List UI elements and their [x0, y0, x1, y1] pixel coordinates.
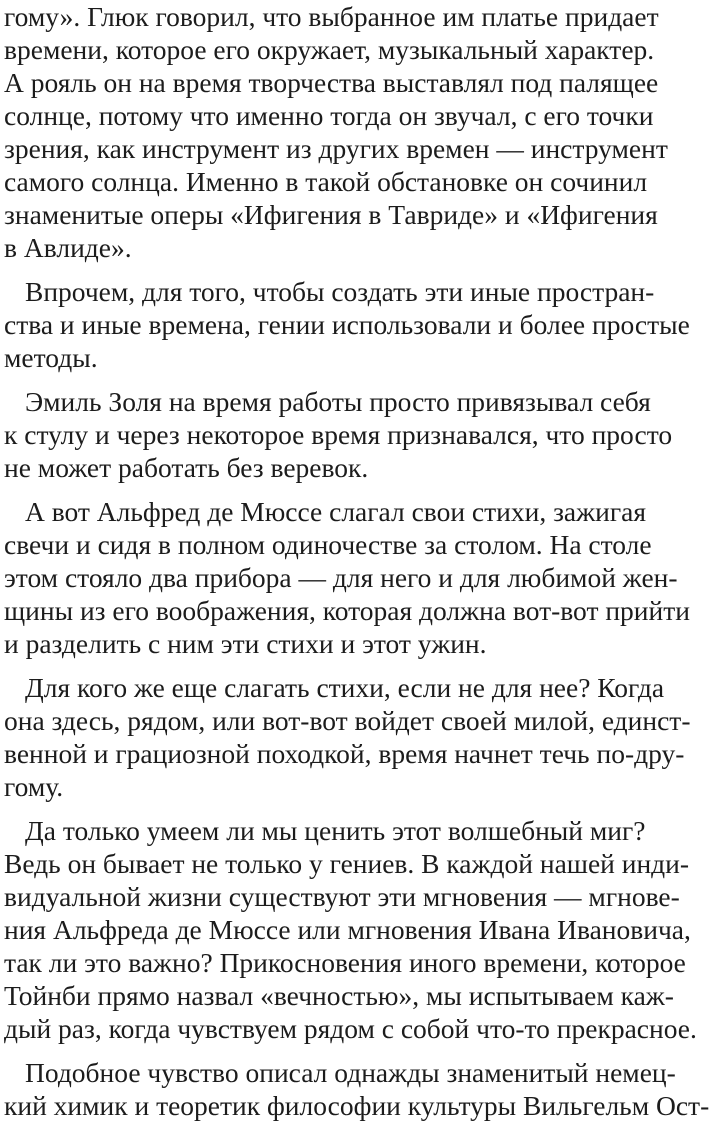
text-line: зрения, как инструмент из других времен — инструмент [4, 133, 668, 164]
text-line: методы. [4, 342, 98, 373]
text-line: она здесь, рядом, или вот-вот войдет своей милой, единст- [4, 705, 691, 736]
text-line: Эмиль Золя на время работы просто привязывал себя [25, 386, 651, 417]
text-line: самого солнца. Именно в такой обстановке он сочинил [4, 166, 648, 197]
text-line: и разделить с ним эти стихи и этот ужин. [4, 628, 487, 659]
paragraph-ostwald [4, 1056, 709, 1122]
text-line: солнце, потому что именно тогда он звучал, с его точки [4, 100, 654, 131]
text-line: ния Альфреда де Мюссе или мгновения Ивана Ивановича, [4, 914, 691, 945]
text-line: Впрочем, для того, чтобы создать эти иные простран- [25, 276, 655, 307]
paragraph-simple-methods [4, 275, 690, 374]
text-line: так ли это важно? Прикосновения иного времени, которое [4, 947, 686, 978]
text-line: А рояль он на время творчества выставлял под палящее [4, 67, 659, 98]
text-line: А вот Альфред де Мюссе слагал свои стихи, зажигая [25, 496, 646, 527]
text-line: Тойнби прямо назвал «вечностью», мы испытываем каж- [4, 980, 674, 1011]
text-line: кий химик и теоретик философии культуры Вильгельм Ост- [4, 1090, 709, 1121]
text-line: времени, которое его окружает, музыкальный характер. [4, 34, 655, 65]
text-line: к стулу и через некоторое время признавался, что просто [4, 419, 673, 450]
text-line: свечи и сидя в полном одиночестве за столом. На столе [4, 529, 652, 560]
text-line: видуальной жизни существуют эти мгновения — мгнове- [4, 881, 680, 912]
text-line: щины из его воображения, которая должна вот-вот прийти [4, 595, 690, 626]
text-line: ства и иные времена, гении использовали и более простые [4, 309, 690, 340]
text-line: гому. [4, 771, 64, 802]
paragraph-for-whom [4, 671, 691, 803]
text-line: гому». Глюк говорил, что выбранное им платье придает [4, 1, 659, 32]
text-line: знаменитые оперы «Ифигения в Тавриде» и «Ифигения [4, 199, 658, 230]
text-line: Для кого же еще слагать стихи, если не для нее? Когда [25, 672, 665, 703]
paragraph-magic-moment [4, 814, 697, 1045]
paragraph-zola [4, 385, 673, 484]
text-line: Подобное чувство описал однажды знаменитый немец- [25, 1057, 676, 1088]
book-page [4, 0, 709, 1121]
text-line: Ведь он бывает не только у гениев. В каждой нашей инди- [4, 848, 690, 879]
text-line: в Авлиде». [4, 232, 132, 263]
paragraph-gluck [4, 0, 668, 264]
text-line: Да только умеем ли мы ценить этот волшебный миг? [25, 815, 646, 846]
text-line: венной и грациозной походкой, время начнет течь по-дру- [4, 738, 685, 769]
text-line: дый раз, когда чувствуем рядом с собой что-то прекрасное. [4, 1013, 697, 1044]
text-line: этом стояло два прибора — для него и для любимой жен- [4, 562, 678, 593]
text-line: не может работать без веревок. [4, 452, 369, 483]
paragraph-musset [4, 495, 690, 660]
